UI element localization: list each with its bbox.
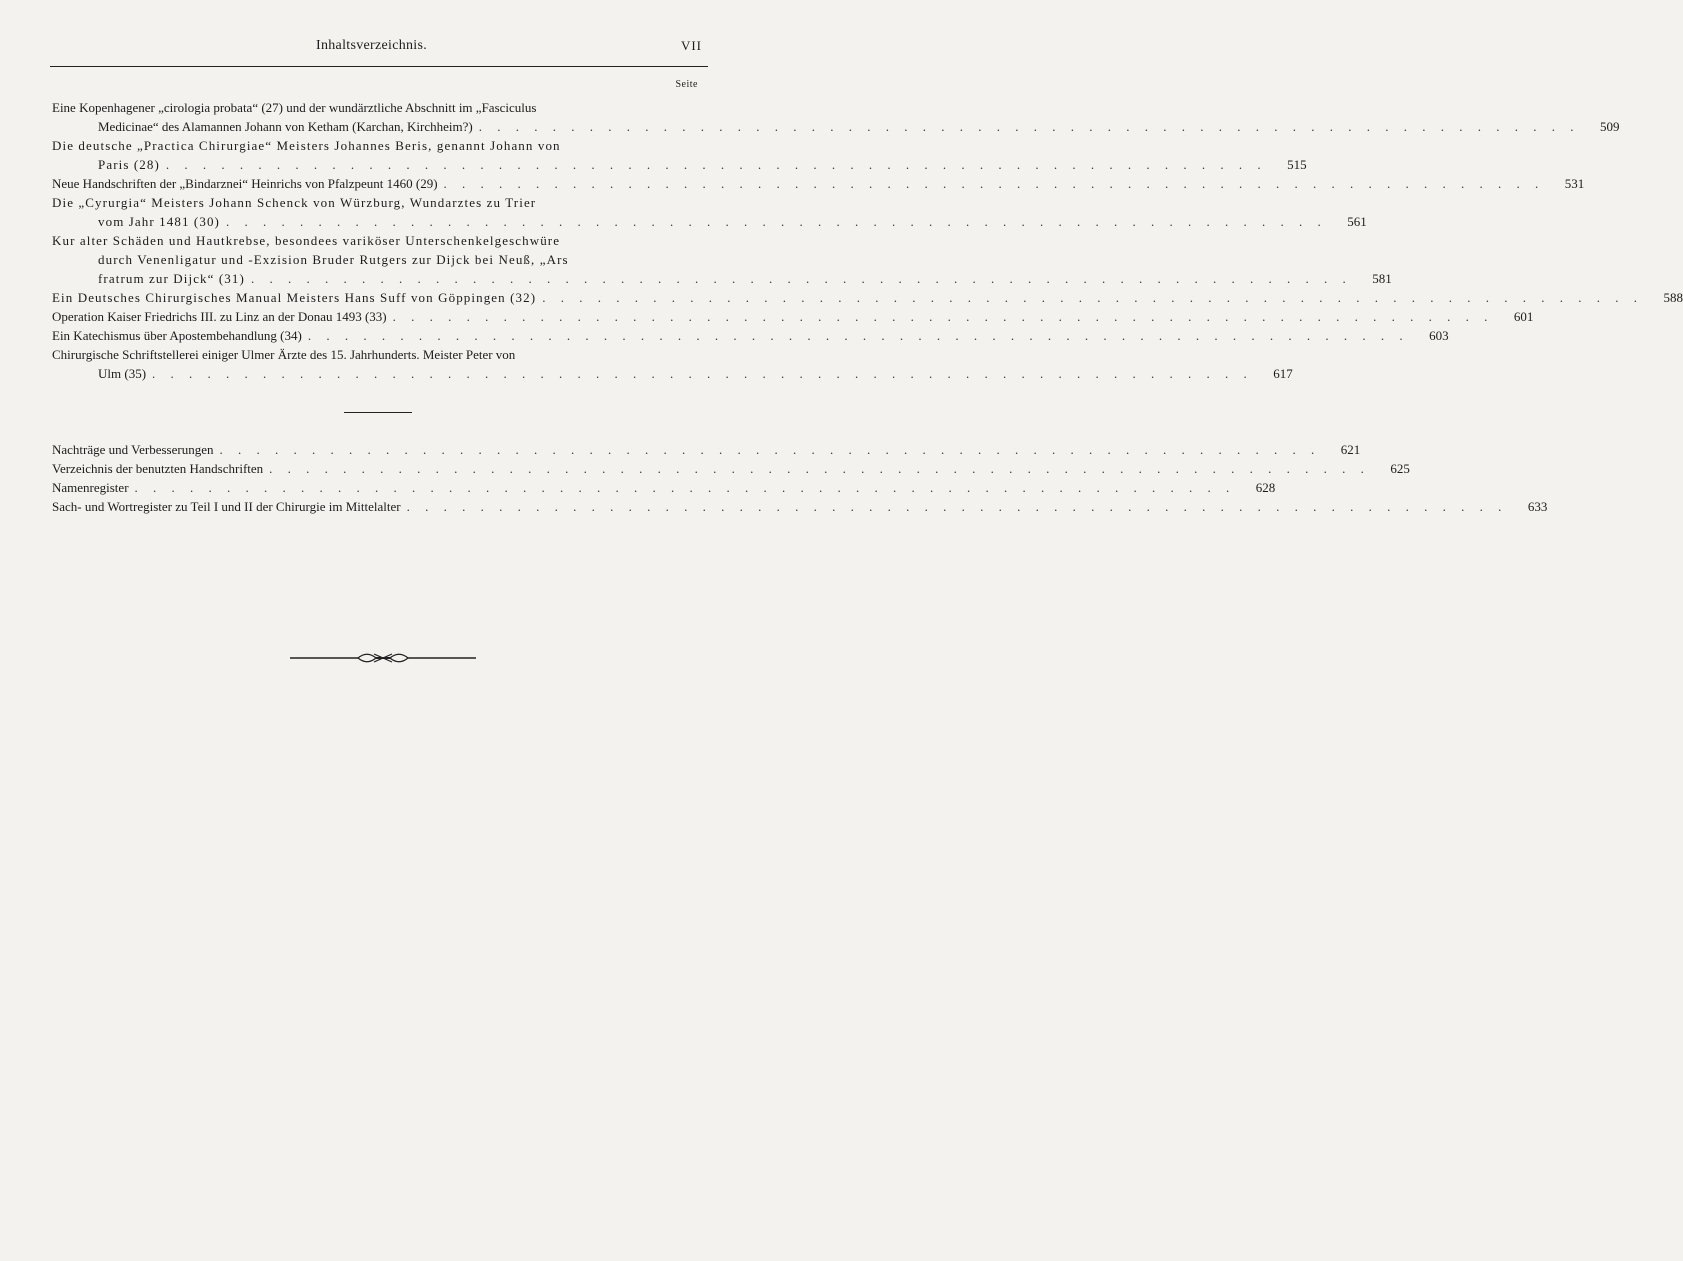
toc-entry-last-line (52, 174, 1585, 193)
leader-dots: . . . . . . . . . . . . . . . . . . . . . . . . . . . . . . . . . . . . . . . . . . . . . . . . . . . . . . . . . . . . (392, 309, 1494, 324)
toc-entry (52, 288, 1683, 307)
leader-dots: . . . . . . . . . . . . . . . . . . . . . . . . . . . . . . . . . . . . . . . . . . . . . . . . . . . . . . . . . . . . (134, 480, 1236, 495)
toc-entry (52, 440, 1361, 459)
toc-entry-last-line (52, 269, 1392, 288)
header-page-number: VII (680, 38, 702, 53)
appendix-contents (52, 440, 1548, 516)
toc-entry-text: Namenregister (52, 480, 129, 495)
leader-dots: . . . . . . . . . . . . . . . . . . . . . . . . . . . . . . . . . . . . . . . . . . . . . . . . . . . . . . . . . . . . (219, 442, 1321, 457)
toc-page-number: 588 (1663, 290, 1683, 305)
toc-entry (52, 98, 1620, 136)
toc-entry-last-line (52, 307, 1534, 326)
toc-page-number: 531 (1564, 176, 1585, 191)
toc-entry-text: fratrum zur Dijck“ (31) (98, 271, 245, 286)
toc-entry-text: Sach- und Wortregister zu Teil I und II der Chirurgie im Mittelalter (52, 499, 401, 514)
leader-dots: . . . . . . . . . . . . . . . . . . . . . . . . . . . . . . . . . . . . . . . . . . . . . . . . . . . . . . . . . . . . (443, 176, 1545, 191)
toc-entry-text: Medicinae“ des Alamannen Johann von Ketham (Karchan, Kirchheim?) (98, 119, 473, 134)
toc-entry-line: Kur alter Schäden und Hautkrebse, besondees variköser Unterschenkelgeschwüre (52, 233, 561, 248)
toc-entry (52, 459, 1410, 478)
toc-page-number: 561 (1347, 214, 1367, 229)
running-header (50, 36, 708, 67)
ornament-divider (290, 650, 476, 666)
leader-dots: . . . . . . . . . . . . . . . . . . . . . . . . . . . . . . . . . . . . . . . . . . . . . . . . . . . . . . . . . . . . (152, 366, 1253, 381)
toc-entry-last-line (52, 288, 1683, 307)
toc-entry (52, 326, 1449, 345)
toc-page-number: 633 (1527, 499, 1548, 514)
page-column-label: Seite (675, 79, 698, 90)
toc-page-number: 617 (1273, 366, 1293, 381)
toc-page-number: 625 (1390, 461, 1410, 476)
table-of-contents (52, 98, 1683, 383)
toc-entry-last-line (52, 497, 1548, 516)
toc-page-number: 515 (1287, 157, 1307, 172)
leader-dots: . . . . . . . . . . . . . . . . . . . . . . . . . . . . . . . . . . . . . . . . . . . . . . . . . . . . . . . . . . . . (406, 499, 1508, 514)
header-title: Inhaltsverzeichnis. (316, 38, 428, 53)
toc-entry-last-line (52, 117, 1620, 136)
toc-entry-text: Operation Kaiser Friedrichs III. zu Linz an der Donau 1493 (33) (52, 309, 387, 324)
toc-page-number: 601 (1513, 309, 1534, 324)
toc-entry (52, 478, 1276, 497)
section-divider (344, 412, 412, 413)
toc-entry (52, 174, 1585, 193)
toc-entry-last-line (52, 364, 1293, 383)
toc-entry-last-line (52, 459, 1410, 478)
toc-entry-text: Ein Katechismus über Apostembehandlung (34) (52, 328, 302, 343)
toc-entry (52, 307, 1534, 326)
toc-page-number: 621 (1340, 442, 1361, 457)
toc-entry-text: Verzeichnis der benutzten Handschriften (52, 461, 264, 476)
toc-entry-text: Neue Handschriften der „Bindarznei“ Heinrichs von Pfalzpeunt 1460 (29) (52, 176, 438, 191)
toc-entry (52, 497, 1548, 516)
toc-entry-line: durch Venenligatur und -Exzision Bruder Rutgers zur Dijck bei Neuß, „Ars (98, 252, 569, 267)
toc-entry-last-line (52, 326, 1449, 345)
leader-dots: . . . . . . . . . . . . . . . . . . . . . . . . . . . . . . . . . . . . . . . . . . . . . . . . . . . . . . . . . . . . (542, 290, 1643, 305)
toc-entry (52, 136, 1307, 174)
toc-entry (52, 193, 1367, 231)
toc-entry-text: Nachträge und Verbesserungen (52, 442, 214, 457)
toc-entry-text: Ein Deutsches Chirurgisches Manual Meisters Hans Suff von Göppingen (32) (52, 290, 537, 305)
toc-entry-text: Paris (28) (98, 157, 160, 172)
leader-dots: . . . . . . . . . . . . . . . . . . . . . . . . . . . . . . . . . . . . . . . . . . . . . . . . . . . . . . . . . . . . (307, 328, 1409, 343)
toc-entry-last-line (52, 212, 1367, 231)
toc-entry-line: Eine Kopenhagener „cirologia probata“ (27) und der wundärztliche Abschnitt im „Fasciculus (52, 100, 537, 115)
toc-entry-last-line (52, 155, 1307, 174)
leader-dots: . . . . . . . . . . . . . . . . . . . . . . . . . . . . . . . . . . . . . . . . . . . . . . . . . . . . . . . . . . . . (269, 461, 1370, 476)
toc-page-number: 581 (1372, 271, 1392, 286)
toc-entry (52, 345, 1293, 383)
toc-entry-line: Chirurgische Schriftstellerei einiger Ulmer Ärzte des 15. Jahrhunderts. Meister Peter von (52, 347, 516, 362)
leader-dots: . . . . . . . . . . . . . . . . . . . . . . . . . . . . . . . . . . . . . . . . . . . . . . . . . . . . . . . . . . . . (165, 157, 1267, 172)
leader-dots: . . . . . . . . . . . . . . . . . . . . . . . . . . . . . . . . . . . . . . . . . . . . . . . . . . . . . . . . . . . . (478, 119, 1580, 134)
toc-entry-text: Ulm (35) (98, 366, 147, 381)
toc-entry-line: Die deutsche „Practica Chirurgiae“ Meisters Johannes Beris, genannt Johann von (52, 138, 561, 153)
toc-entry-line: Die „Cyrurgia“ Meisters Johann Schenck von Würzburg, Wundarztes zu Trier (52, 195, 537, 210)
toc-entry-text: vom Jahr 1481 (30) (98, 214, 220, 229)
toc-entry-last-line (52, 478, 1276, 497)
leader-dots: . . . . . . . . . . . . . . . . . . . . . . . . . . . . . . . . . . . . . . . . . . . . . . . . . . . . . . . . . . . . (225, 214, 1327, 229)
toc-entry-last-line (52, 440, 1361, 459)
toc-page-number: 603 (1429, 328, 1449, 343)
toc-page-number: 509 (1599, 119, 1620, 134)
toc-page-number: 628 (1255, 480, 1276, 495)
leader-dots: . . . . . . . . . . . . . . . . . . . . . . . . . . . . . . . . . . . . . . . . . . . . . . . . . . . . . . . . . . . . (250, 271, 1352, 286)
toc-entry (52, 231, 1392, 288)
